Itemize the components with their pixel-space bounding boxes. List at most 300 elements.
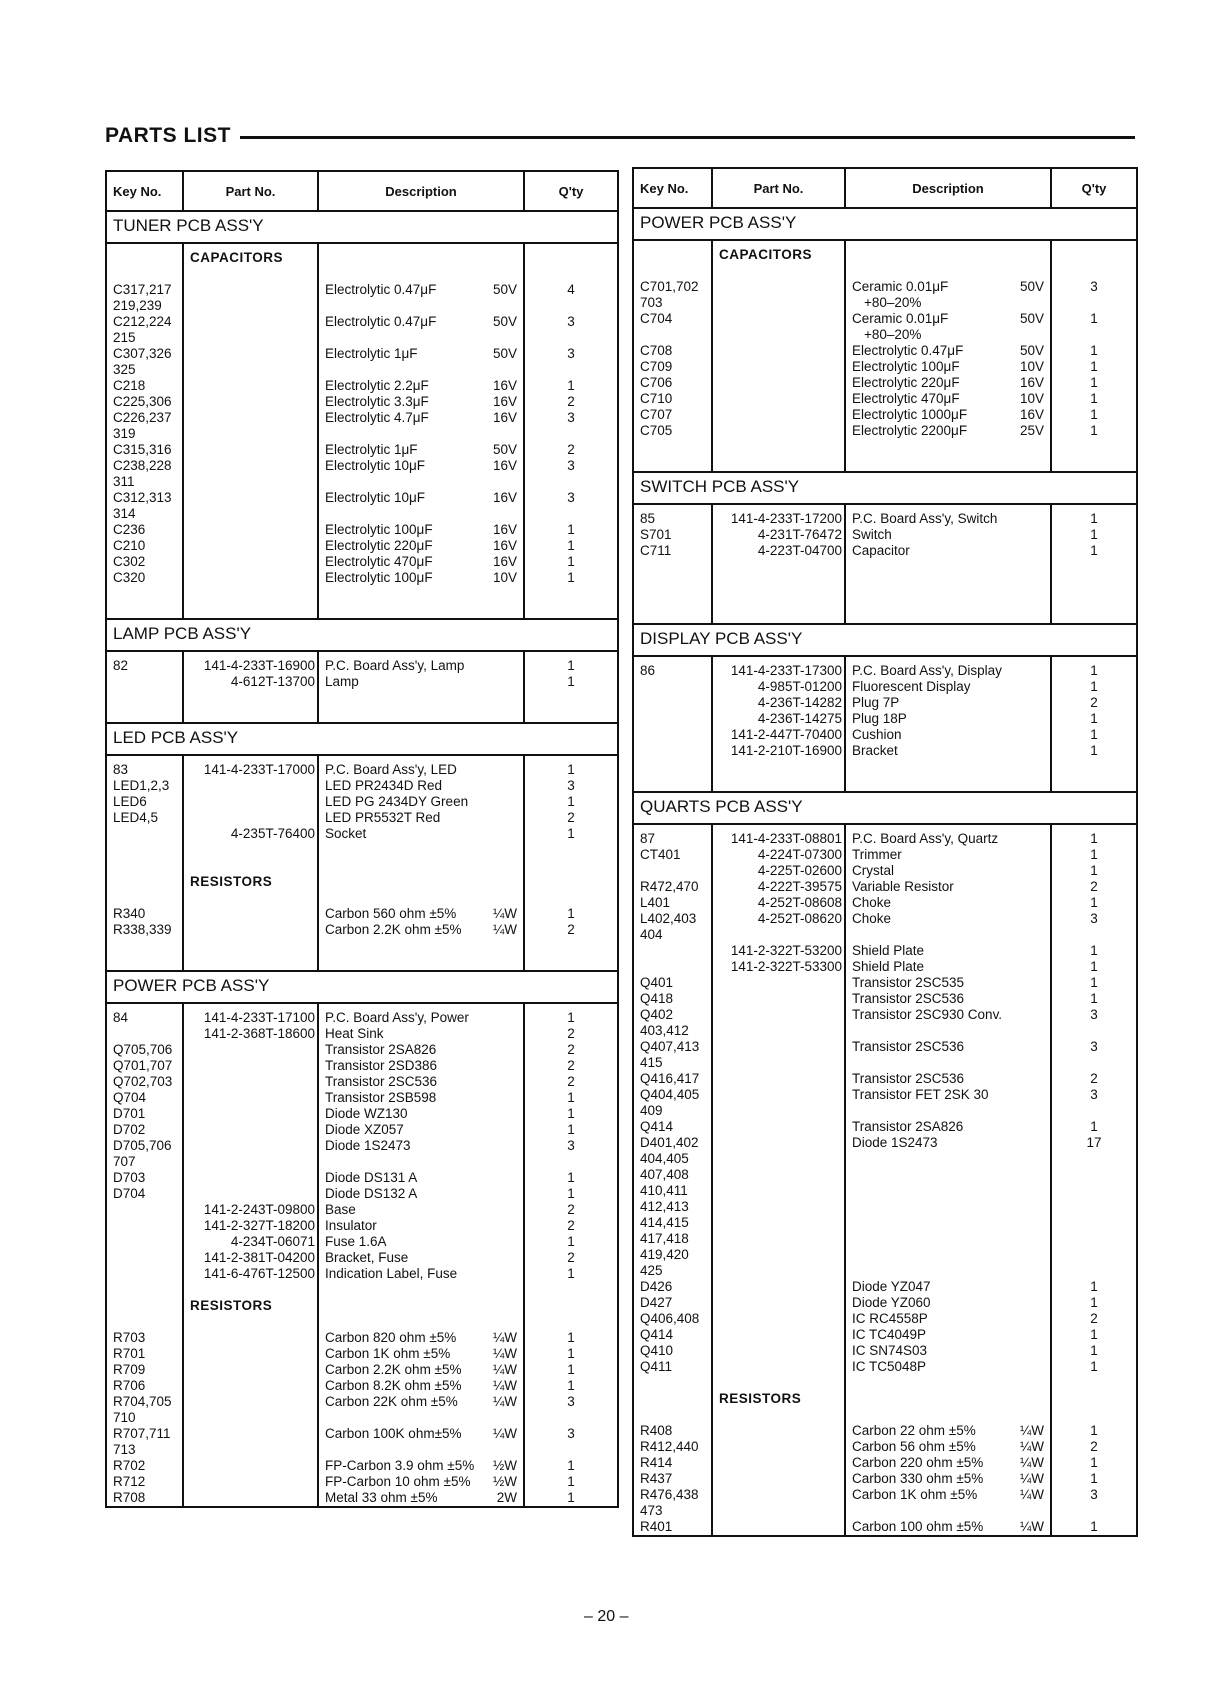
key-no: R706 (113, 1378, 146, 1393)
description-line (852, 375, 1050, 391)
blank-line (713, 591, 842, 607)
blank-line (713, 1183, 842, 1199)
blank-line (525, 474, 617, 490)
header-key: Key No. (106, 171, 183, 211)
description-line (325, 522, 523, 538)
description-rating: 50V (492, 346, 517, 361)
blank-line (713, 1231, 842, 1247)
section-title: LED PCB ASS'Y (106, 723, 618, 755)
description-line (325, 266, 523, 282)
parts-table (105, 170, 619, 1508)
key-no: R437 (640, 1471, 673, 1486)
blank-line (184, 1138, 315, 1154)
qty: 1 (1090, 1327, 1098, 1342)
blank-line (184, 538, 315, 554)
description-line (325, 1490, 523, 1506)
qty: 1 (567, 554, 575, 569)
qty: 1 (1090, 375, 1098, 390)
description-text: Electrolytic 2.2μF (325, 378, 429, 393)
blank-line (184, 554, 315, 570)
qty-cell (1051, 824, 1137, 1536)
header-desc: Description (845, 168, 1051, 208)
key-no: C709 (640, 359, 673, 374)
qty: 1 (567, 522, 575, 537)
blank-line (184, 1330, 315, 1346)
description-rating: 16V (1019, 407, 1044, 422)
key-no: R412,440 (640, 1439, 699, 1454)
key-no: D702 (113, 1122, 146, 1137)
description-text: IC SN74S03 (852, 1343, 928, 1358)
description-rating: ¼W (492, 1426, 517, 1441)
blank-line (713, 1519, 842, 1535)
section-header-row (106, 211, 618, 243)
blank-line (184, 458, 315, 474)
blank-line (713, 1423, 842, 1439)
qty: 1 (1090, 1519, 1098, 1534)
qty: 1 (1090, 679, 1098, 694)
description-rating: ¼W (492, 1362, 517, 1377)
description-line (325, 346, 523, 362)
description-line (325, 1090, 523, 1106)
key-no: R338,339 (113, 922, 172, 937)
qty: 1 (1090, 1455, 1098, 1470)
part-no: 4-225T-02600 (757, 863, 842, 878)
blank-line (640, 943, 711, 959)
description-text: Electrolytic 100μF (325, 570, 433, 585)
description-line (852, 1391, 1050, 1407)
blank-line (713, 1071, 842, 1087)
key-no: 86 (640, 663, 656, 678)
description-text: P.C. Board Ass'y, Lamp (325, 658, 465, 673)
qty: 2 (567, 1074, 575, 1089)
part-no: 141-2-243T-09800 (203, 1202, 315, 1217)
page-number: – 20 – (584, 1608, 629, 1625)
blank-line (713, 295, 842, 311)
qty: 1 (567, 1474, 575, 1489)
description-line (852, 1295, 1050, 1311)
description-line (325, 1058, 523, 1074)
key-no: 419,420 (640, 1247, 689, 1262)
blank-line (640, 727, 711, 743)
blank-line (1052, 455, 1136, 471)
qty: 2 (567, 442, 575, 457)
key-no: C706 (640, 375, 673, 390)
description-line (852, 975, 1050, 991)
blank-line (713, 311, 842, 327)
key-cell (633, 824, 712, 1536)
description-line (852, 1359, 1050, 1375)
qty: 2 (567, 1042, 575, 1057)
description-line (325, 1282, 523, 1298)
blank-line (713, 263, 842, 279)
qty: 3 (1090, 911, 1098, 926)
description-line (325, 1458, 523, 1474)
blank-line (184, 314, 315, 330)
part-no: 141-2-368T-18600 (203, 1026, 315, 1041)
blank-line (525, 266, 617, 282)
header-part: Part No. (183, 171, 318, 211)
qty: 1 (1090, 991, 1098, 1006)
key-no: 83 (113, 762, 129, 777)
description-line (325, 570, 523, 586)
desc-cell (318, 1003, 524, 1507)
key-no: C212,224 (113, 314, 172, 329)
description-line (852, 831, 1050, 847)
blank-line (640, 455, 711, 471)
category-label: RESISTORS (719, 1391, 802, 1406)
header-qty: Q'ty (1051, 168, 1137, 208)
blank-line (525, 690, 617, 706)
blank-line (184, 1154, 315, 1170)
key-cell (633, 656, 712, 792)
qty: 1 (1090, 1359, 1098, 1374)
section-body-row (633, 656, 1137, 792)
key-no: R476,438 (640, 1487, 699, 1502)
description-line (325, 1362, 523, 1378)
description-text: Diode 1S2473 (852, 1135, 938, 1150)
description-rating: ¼W (492, 906, 517, 921)
description-line (852, 439, 1050, 455)
description-text: Fuse 1.6A (325, 1234, 387, 1249)
description-line (325, 458, 523, 474)
description-line (325, 378, 523, 394)
key-no: C302 (113, 554, 146, 569)
qty: 1 (1090, 407, 1098, 422)
blank-line (525, 1154, 617, 1170)
key-no: 87 (640, 831, 656, 846)
description-line (852, 559, 1050, 575)
blank-line (525, 1314, 617, 1330)
description-line (325, 1122, 523, 1138)
qty: 1 (567, 794, 575, 809)
blank-line (184, 1490, 315, 1506)
blank-line (525, 858, 617, 874)
blank-line (1052, 1247, 1136, 1263)
description-line (325, 762, 523, 778)
description-text: +80–20% (864, 295, 922, 310)
qty: 1 (567, 1170, 575, 1185)
key-no: R702 (113, 1458, 146, 1473)
qty: 1 (1090, 831, 1098, 846)
description-text: Lamp (325, 674, 359, 689)
description-line (852, 1119, 1050, 1135)
key-cell (106, 651, 183, 723)
description-line (325, 1010, 523, 1026)
blank-line (713, 1151, 842, 1167)
description-line (852, 1039, 1050, 1055)
section-body-row (106, 1003, 618, 1507)
description-rating: 2W (496, 1490, 517, 1505)
blank-line (713, 1087, 842, 1103)
qty: 1 (1090, 1119, 1098, 1134)
key-no: C226,237 (113, 410, 172, 425)
description-rating: 16V (492, 490, 517, 505)
blank-line (713, 439, 842, 455)
blank-line (113, 602, 182, 618)
description-rating: 50V (1019, 311, 1044, 326)
blank-line (525, 298, 617, 314)
blank-line (640, 711, 711, 727)
qty: 1 (567, 906, 575, 921)
description-line (852, 663, 1050, 679)
blank-line (1052, 327, 1136, 343)
description-line (852, 1167, 1050, 1183)
blank-line (640, 591, 711, 607)
description-text: Shield Plate (852, 959, 925, 974)
description-rating: ¼W (492, 1394, 517, 1409)
description-text: LED PR2434D Red (325, 778, 443, 793)
description-text: Carbon 56 ohm ±5% (852, 1439, 976, 1454)
description-line (852, 359, 1050, 375)
key-no: Q406,408 (640, 1311, 700, 1326)
qty: 2 (567, 922, 575, 937)
description-line (325, 778, 523, 794)
title-rule (240, 136, 1135, 139)
blank-line (184, 330, 315, 346)
blank-line (713, 1135, 842, 1151)
qty: 1 (1090, 727, 1098, 742)
blank-line (713, 975, 842, 991)
blank-line (184, 1042, 315, 1058)
section-header-row (106, 971, 618, 1003)
blank-line (184, 1058, 315, 1074)
qty: 1 (567, 826, 575, 841)
category-label: CAPACITORS (719, 247, 813, 262)
blank-line (525, 1282, 617, 1298)
blank-line (184, 1458, 315, 1474)
key-no: 710 (113, 1410, 136, 1425)
key-no: Q418 (640, 991, 674, 1006)
blank-line (713, 575, 842, 591)
section-title: TUNER PCB ASS'Y (106, 211, 618, 243)
key-no: R340 (113, 906, 146, 921)
section-title: DISPLAY PCB ASS'Y (633, 624, 1137, 656)
description-rating: ¼W (1019, 1455, 1044, 1470)
blank-line (184, 1282, 315, 1298)
qty: 2 (1090, 695, 1098, 710)
key-no: CT401 (640, 847, 681, 862)
description-line (852, 1327, 1050, 1343)
section-title: POWER PCB ASS'Y (633, 208, 1137, 240)
blank-line (184, 490, 315, 506)
qty: 1 (567, 378, 575, 393)
qty: 3 (567, 1426, 575, 1441)
key-no: 409 (640, 1103, 663, 1118)
key-no: Q701,707 (113, 1058, 173, 1073)
description-text: Indication Label, Fuse (325, 1266, 458, 1281)
blank-line (713, 1279, 842, 1295)
description-rating: ¼W (1019, 1487, 1044, 1502)
blank-line (113, 1202, 182, 1218)
description-text: Shield Plate (852, 943, 925, 958)
description-line (325, 314, 523, 330)
description-line (852, 279, 1050, 295)
blank-line (184, 1362, 315, 1378)
qty: 3 (567, 314, 575, 329)
description-line (852, 863, 1050, 879)
description-line (852, 1279, 1050, 1295)
qty: 1 (1090, 311, 1098, 326)
blank-line (1052, 247, 1136, 263)
qty: 3 (567, 458, 575, 473)
description-text: Diode WZ130 (325, 1106, 408, 1121)
blank-line (525, 586, 617, 602)
description-rating: 25V (1019, 423, 1044, 438)
qty: 1 (567, 1362, 575, 1377)
part-no: 141-4-233T-17300 (730, 663, 842, 678)
description-line (325, 658, 523, 674)
qty: 1 (1090, 1343, 1098, 1358)
description-text: P.C. Board Ass'y, Quartz (852, 831, 999, 846)
section-header-row (106, 723, 618, 755)
blank-line (713, 1359, 842, 1375)
part-no: 4-223T-04700 (757, 543, 842, 558)
blank-line (184, 442, 315, 458)
desc-cell (318, 243, 524, 619)
key-no: C315,316 (113, 442, 172, 457)
blank-line (184, 522, 315, 538)
description-line (325, 1042, 523, 1058)
description-line (325, 1138, 523, 1154)
description-line (325, 874, 523, 890)
blank-line (713, 1375, 842, 1391)
description-text: P.C. Board Ass'y, Power (325, 1010, 469, 1025)
key-no: 417,418 (640, 1231, 689, 1246)
description-rating: 16V (492, 538, 517, 553)
qty: 1 (1090, 959, 1098, 974)
qty: 3 (567, 778, 575, 793)
qty: 3 (1090, 1087, 1098, 1102)
blank-line (1052, 607, 1136, 623)
blank-line (713, 1503, 842, 1519)
key-no: C708 (640, 343, 673, 358)
blank-line (525, 890, 617, 906)
description-rating: 16V (492, 394, 517, 409)
blank-line (184, 1410, 315, 1426)
qty: 3 (567, 490, 575, 505)
description-text: Diode DS131 A (325, 1170, 418, 1185)
blank-line (184, 362, 315, 378)
blank-line (1052, 775, 1136, 791)
blank-line (1052, 759, 1136, 775)
blank-line (1052, 1375, 1136, 1391)
qty: 2 (1090, 1311, 1098, 1326)
blank-line (525, 1298, 617, 1314)
description-line (852, 1439, 1050, 1455)
blank-line (184, 778, 315, 794)
blank-line (1052, 559, 1136, 575)
description-line (325, 858, 523, 874)
section-header-row (633, 624, 1137, 656)
description-rating: ½W (492, 1474, 517, 1489)
qty: 1 (1090, 543, 1098, 558)
description-line (852, 1423, 1050, 1439)
qty: 1 (1090, 663, 1098, 678)
description-line (325, 954, 523, 970)
blank-line (640, 327, 711, 343)
description-text: IC RC4558P (852, 1311, 928, 1326)
qty: 1 (567, 1490, 575, 1505)
blank-line (184, 506, 315, 522)
blank-line (525, 1442, 617, 1458)
description-text: Carbon 22 ohm ±5% (852, 1423, 976, 1438)
description-text: Plug 18P (852, 711, 907, 726)
blank-line (1052, 1183, 1136, 1199)
description-text: Variable Resistor (852, 879, 954, 894)
description-line (325, 426, 523, 442)
description-text: Carbon 1K ohm ±5% (852, 1487, 978, 1502)
key-no: 412,413 (640, 1199, 689, 1214)
blank-line (713, 1119, 842, 1135)
description-rating: 50V (492, 314, 517, 329)
key-no: R709 (113, 1362, 146, 1377)
blank-line (1052, 295, 1136, 311)
blank-line (113, 826, 182, 842)
blank-line (713, 1023, 842, 1039)
description-line (852, 959, 1050, 975)
category-label: RESISTORS (190, 874, 273, 889)
description-text: Base (325, 1202, 356, 1217)
description-text: Electrolytic 470μF (325, 554, 433, 569)
description-line (325, 1154, 523, 1170)
blank-line (113, 250, 182, 266)
description-rating: 50V (1019, 343, 1044, 358)
qty: 1 (1090, 863, 1098, 878)
key-no: C218 (113, 378, 146, 393)
blank-line (640, 775, 711, 791)
part-no: 4-235T-76400 (230, 826, 315, 841)
description-line (852, 591, 1050, 607)
section-title: SWITCH PCB ASS'Y (633, 472, 1137, 504)
description-text: Bracket (852, 743, 898, 758)
blank-line (713, 991, 842, 1007)
description-text: Transistor 2SC536 (852, 991, 965, 1006)
blank-line (713, 1407, 842, 1423)
blank-line (184, 410, 315, 426)
qty: 1 (1090, 1423, 1098, 1438)
description-text: Diode DS132 A (325, 1186, 418, 1201)
description-line (325, 442, 523, 458)
description-line (325, 1026, 523, 1042)
description-text: Electrolytic 1000μF (852, 407, 968, 422)
qty: 1 (1090, 527, 1098, 542)
description-line (852, 1263, 1050, 1279)
blank-line (184, 1314, 315, 1330)
category-label: RESISTORS (190, 1298, 273, 1313)
blank-line (713, 1295, 842, 1311)
key-no: S701 (640, 527, 672, 542)
key-no: R704,705 (113, 1394, 172, 1409)
qty: 1 (1090, 423, 1098, 438)
key-no: 414,415 (640, 1215, 689, 1230)
description-text: LED PR5532T Red (325, 810, 441, 825)
description-rating: 16V (492, 522, 517, 537)
description-text: Crystal (852, 863, 895, 878)
description-rating: 50V (492, 282, 517, 297)
parts-table (632, 167, 1138, 1537)
part-no: 4-612T-13700 (230, 674, 315, 689)
part-cell (712, 504, 845, 624)
description-line (325, 1378, 523, 1394)
key-no: D701 (113, 1106, 146, 1121)
part-no: 4-252T-08608 (757, 895, 842, 910)
blank-line (525, 506, 617, 522)
blank-line (713, 455, 842, 471)
blank-line (184, 858, 315, 874)
description-line (325, 938, 523, 954)
description-line (852, 1471, 1050, 1487)
description-text: Electrolytic 100μF (852, 359, 960, 374)
